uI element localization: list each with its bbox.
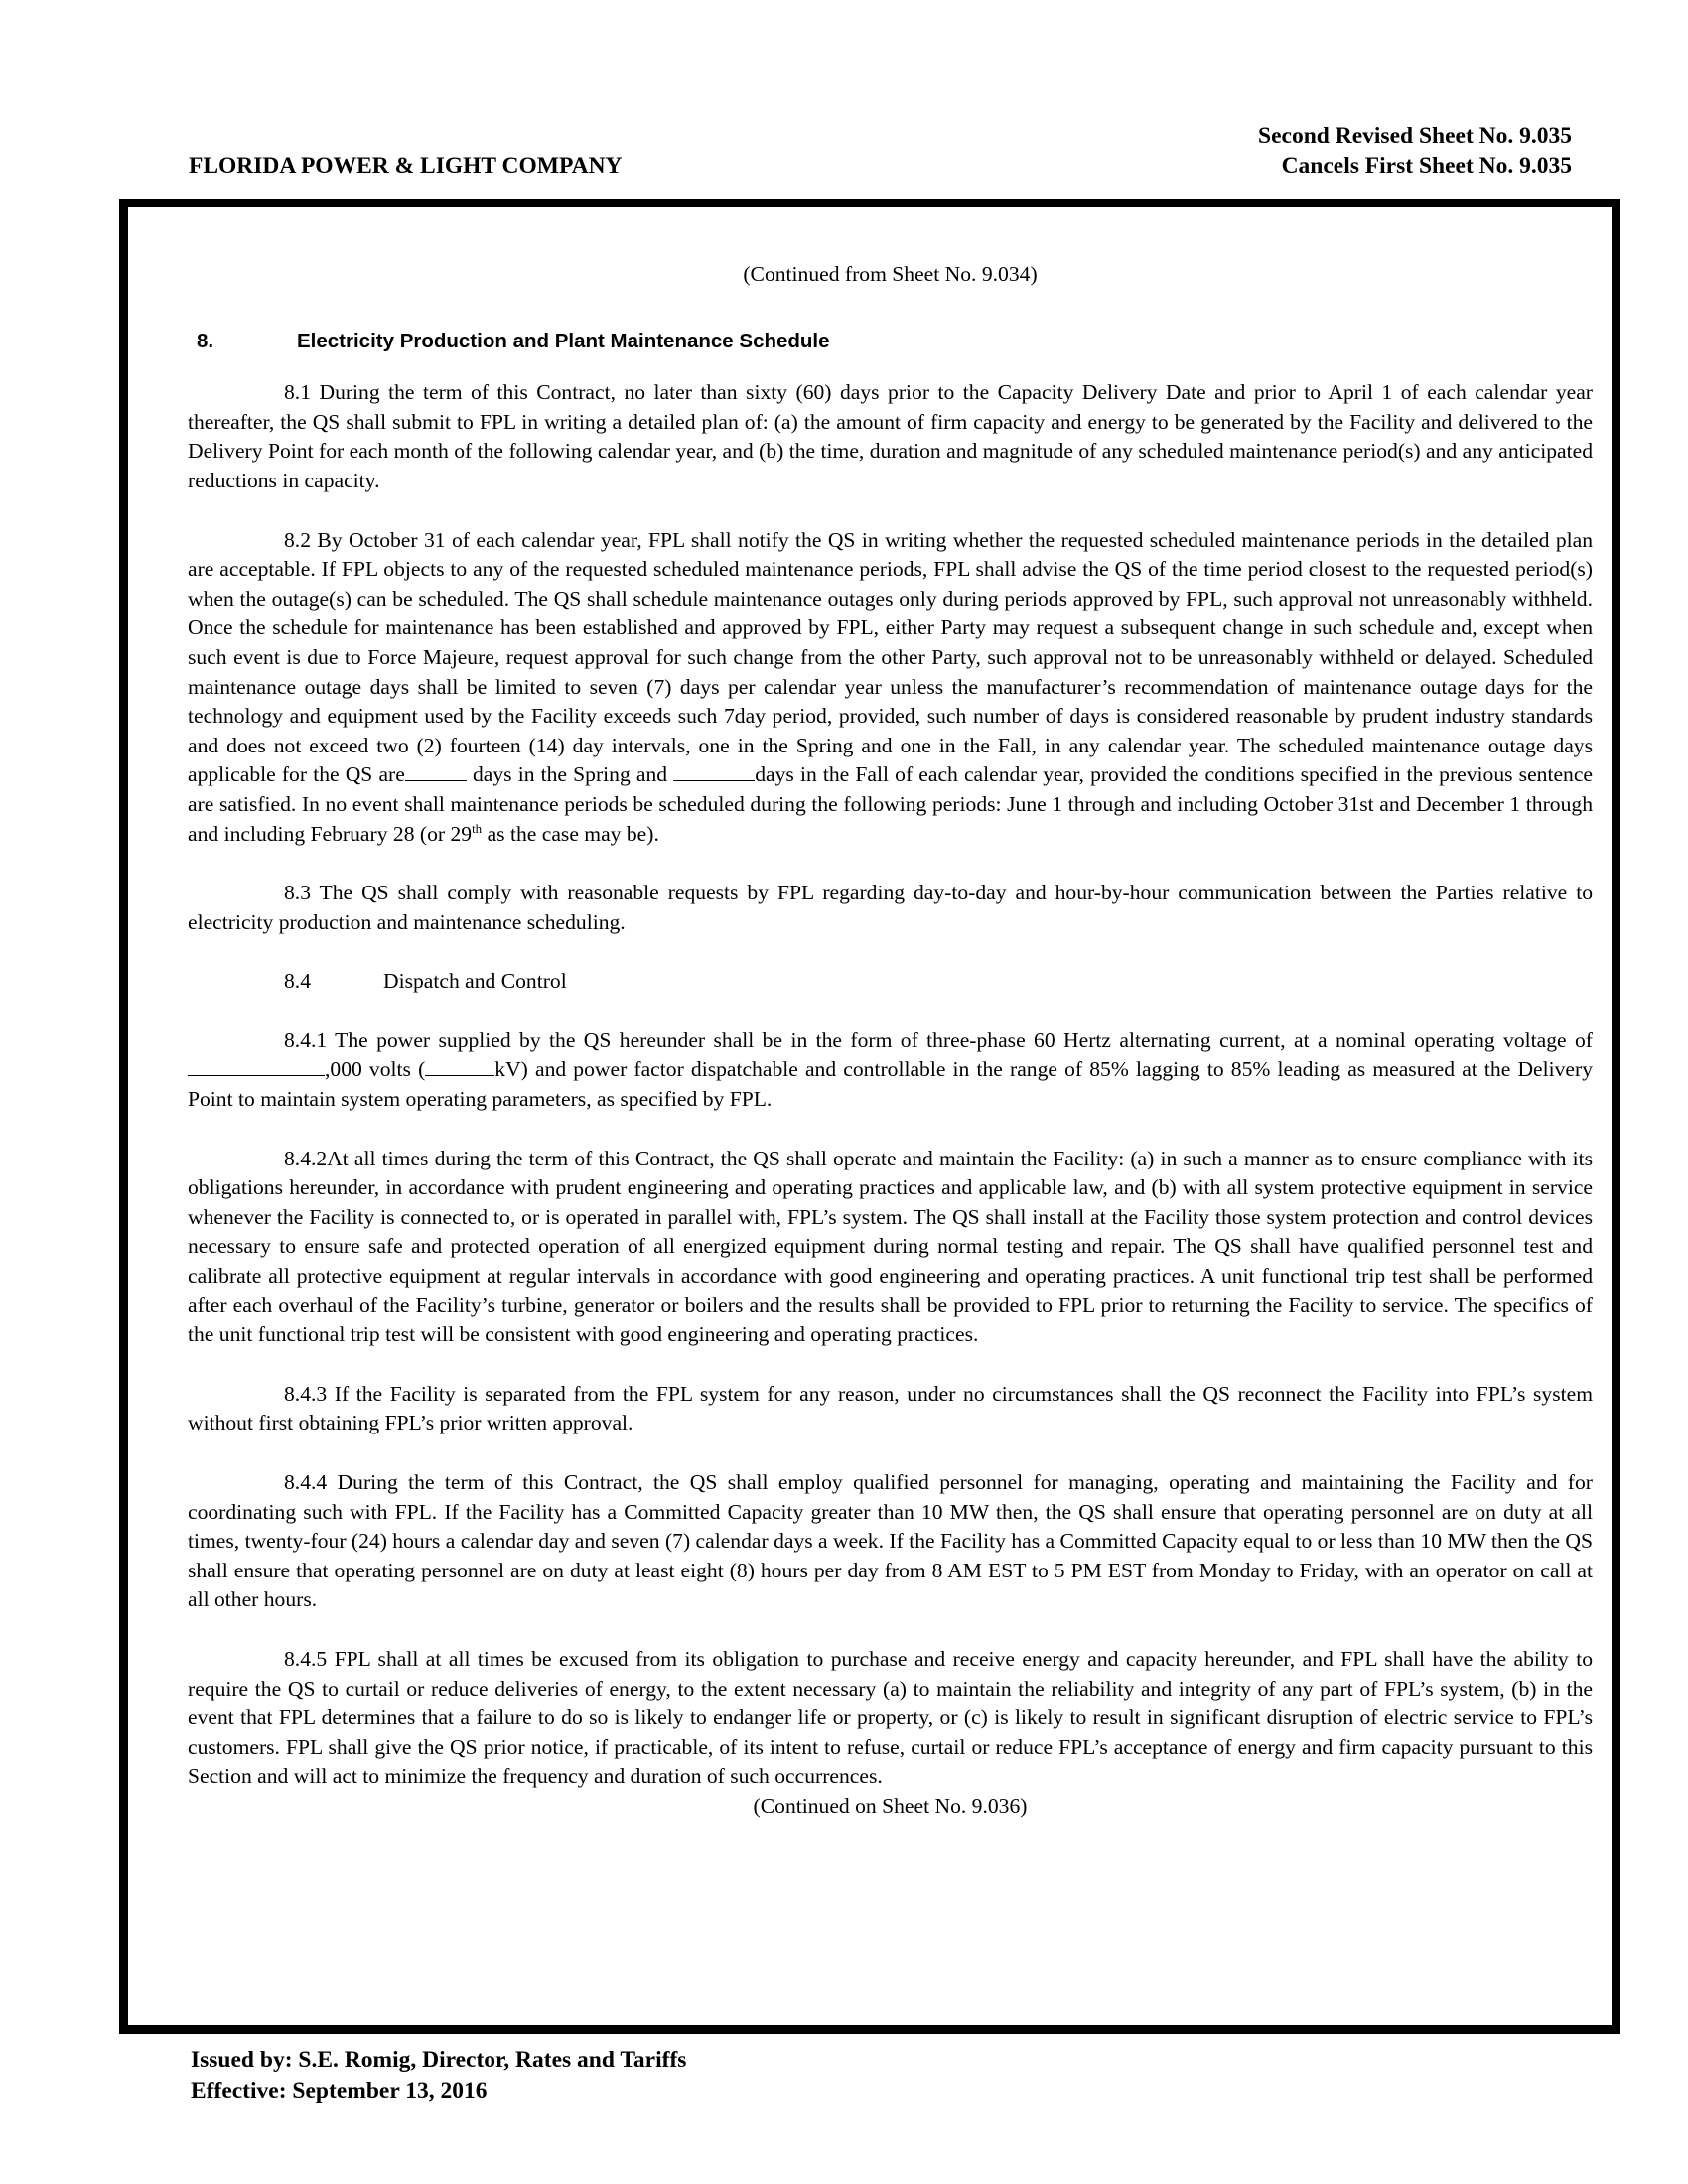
paragraph-8-4-2: 8.4.2At all times during the term of this Contract, the QS shall operate and maintain the Facility: (a) in such a manner as to ensure compliance with its obligations hereunder, in accordance with prudent engineering and operating practices and applicable law, and (b) with all system protective equipment in service whenever the Facility is connected to, or is operated in parallel with, FPL’s system. The QS shall install at the Facility those system protection and control devices necessary to ensure safe and protected operation of all energized equipment during normal testing and repair. The QS shall have qualified personnel test and calibrate all protective equipment at regular intervals in accordance with good engineering and operating practices. A unit functional trip test shall be performed after each overhaul of the Facility’s turbine, generator or boilers and the results shall be provided to FPL prior to returning the Facility to service. The specifics of the unit functional trip test will be consistent with good engineering and operating practices. [188, 1146, 1593, 1347]
sheet-number: Second Revised Sheet No. 9.035 [1258, 123, 1572, 149]
section-number: 8. [197, 329, 214, 352]
spring-days-blank [405, 761, 467, 781]
paragraph-8-2-text-d: as the case may be). [482, 821, 659, 846]
paragraph-8-4-3: 8.4.3 If the Facility is separated from the FPL system for any reason, under no circumstances shall the QS reconnect the Facility into FPL’s system without first obtaining FPL’s prior written approval. [188, 1381, 1593, 1435]
paragraph-8-2-text-c: days in the Fall of each calendar year, provided the conditions specified in the previous sentence are satisfied. In no event shall maintenance periods be scheduled during the following periods: June 1 through and including October 31st and December 1 through and including February 28 (or 29 [188, 762, 1593, 846]
paragraph-8-2-text-b: days in the Spring and [466, 762, 674, 787]
paragraph-8-1: 8.1 During the term of this Contract, no later than sixty (60) days prior to the Capacity Delivery Date and prior to April 1 of each calendar year thereafter, the QS shall submit to FPL in writing a detailed plan of: (a) the amount of firm capacity and energy to be generated by the Facility and delivered to the Delivery Point for each month of the following calendar year, and (b) the time, duration and magnitude of any scheduled maintenance period(s) and any anticipated reductions in capacity. [188, 380, 1593, 492]
paragraph-8-2-text-a: 8.2 By October 31 of each calendar year, FPL shall notify the QS in writing whether the requested scheduled maintenance periods in the detailed plan are acceptable. If FPL objects to any of the requested scheduled maintenance periods, FPL shall advise the QS of the time period closest to the requested period(s) when the outage(s) can be scheduled. The QS shall schedule maintenance outages only during periods approved by FPL, such approval not unreasonably withheld. Once the schedule for maintenance has been established and approved by FPL, either Party may request a subsequent change in such schedule and, except when such event is due to Force Majeure, request approval for such change from the other Party, such approval not to be unreasonably withheld or delayed. Scheduled maintenance outage days shall be limited to seven (7) days per calendar year unless the manufacturer’s recommendation of maintenance outage days for the technology and equipment used by the Facility exceeds such 7day period, provided, such number of days is considered reasonable by prudent industry standards and does not exceed two (2) fourteen (14) day intervals, one in the Spring and one in the Fall, in any calendar year. The scheduled maintenance outage days applicable for the QS are [188, 527, 1593, 787]
subsection-8-4-heading [188, 967, 1593, 997]
paragraph-8-4-1 [188, 1026, 1593, 1115]
effective-date: Effective: September 13, 2016 [191, 2078, 488, 2104]
subsection-number: 8.4 [284, 969, 311, 994]
paragraph-8-4-1-text-b: ,000 volts ( [325, 1057, 426, 1082]
section-title: Electricity Production and Plant Maintenance Schedule [297, 329, 830, 352]
paragraph-8-2 [188, 526, 1593, 850]
kv-blank [425, 1056, 494, 1076]
cancels-sheet: Cancels First Sheet No. 9.035 [1281, 153, 1572, 179]
issued-by: Issued by: S.E. Romig, Director, Rates and Tariffs [191, 2047, 687, 2073]
continued-from: (Continued from Sheet No. 9.034) [743, 262, 1038, 286]
continued-on: (Continued on Sheet No. 9.036) [753, 1793, 1028, 1818]
section-heading [188, 327, 1593, 356]
subsection-title: Dispatch and Control [383, 969, 567, 994]
superscript-th: th [472, 820, 483, 836]
paragraph-8-3: 8.3 The QS shall comply with reasonable requests by FPL regarding day-to-day and hour-by-hour communication between the Parties relative to electricity production and maintenance scheduling. [188, 881, 1593, 934]
paragraph-8-4-4: 8.4.4 During the term of this Contract, the QS shall employ qualified personnel for managing, operating and maintaining the Facility and for coordinating such with FPL. If the Facility has a Committed Capacity greater than 10 MW then, the QS shall ensure that operating personnel are on duty at all times, twenty-four (24) hours a calendar day and seven (7) calendar days a week. If the Facility has a Committed Capacity equal to or less than 10 MW then the QS shall ensure that operating personnel are on duty at least eight (8) hours per day from 8 AM EST to 5 PM EST from Monday to Friday, with an operator on call at all other hours. [188, 1470, 1593, 1612]
document-body [188, 260, 1593, 1822]
paragraph-8-4-1-text-c: kV) and power factor dispatchable and controllable in the range of 85% lagging to 85% leading as measured at the Delivery Point to maintain system operating parameters, as specified by FPL. [188, 1057, 1593, 1112]
paragraph-8-4-5: 8.4.5 FPL shall at all times be excused from its obligation to purchase and receive energy and capacity hereunder, and FPL shall have the ability to require the QS to curtail or reduce deliveries of energy, to the extent necessary (a) to maintain the reliability and integrity of any part of FPL’s system, (b) in the event that FPL determines that a failure to do so is likely to endanger life or property, or (c) is likely to result in significant disruption of electric service to FPL’s customers. FPL shall give the QS prior notice, if practicable, of its intent to refuse, curtail or reduce FPL’s acceptance of energy and firm capacity pursuant to this Section and will act to minimize the frequency and duration of such occurrences. [188, 1646, 1593, 1789]
voltage-blank [188, 1056, 325, 1076]
sheet-header [1258, 121, 1572, 181]
company-name: FLORIDA POWER & LIGHT COMPANY [189, 153, 623, 179]
fall-days-blank [673, 761, 755, 781]
paragraph-8-4-1-text-a: 8.4.1 The power supplied by the QS hereunder shall be in the form of three-phase 60 Hertz alternating current, at a nominal operating voltage of [284, 1027, 1593, 1052]
issuance-footer [191, 2045, 686, 2107]
